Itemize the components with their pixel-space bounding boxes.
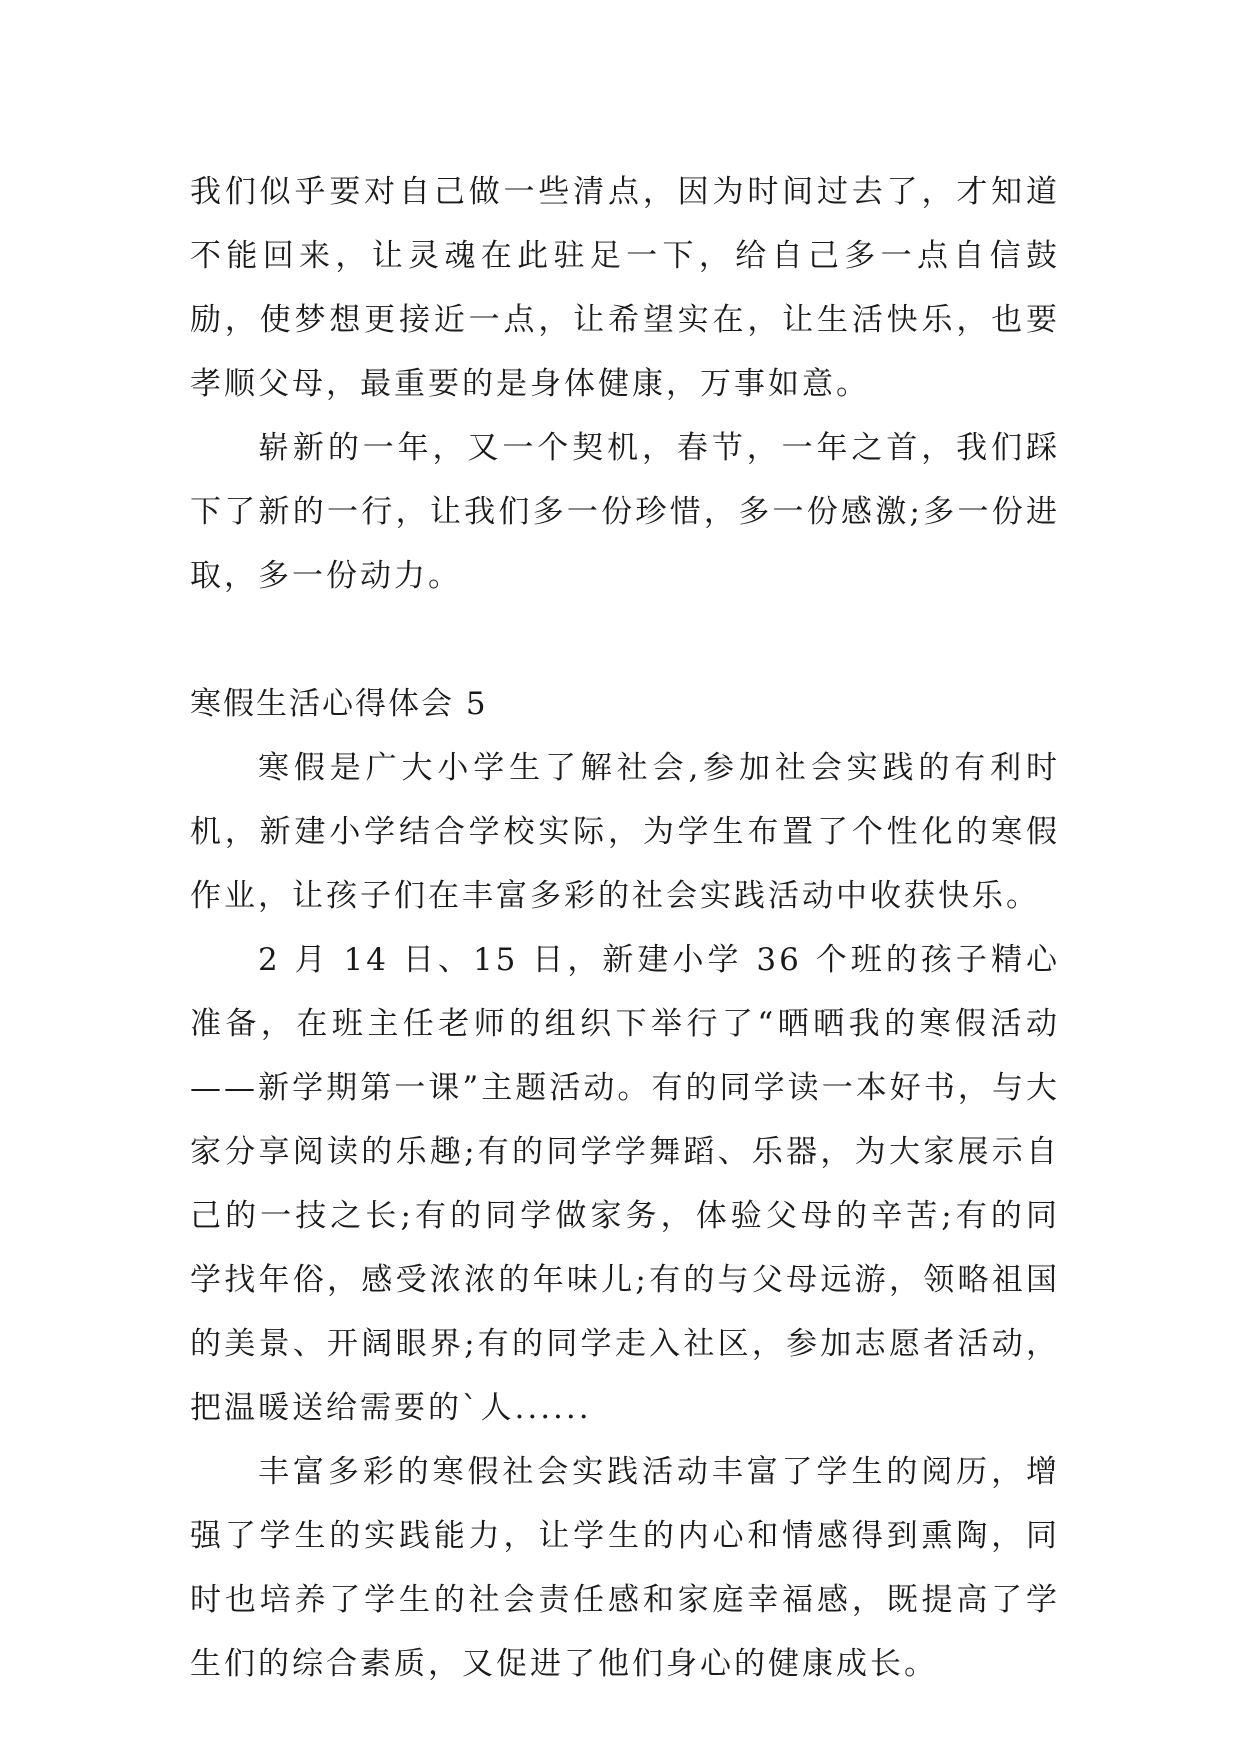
paragraph-conclusion: 丰富多彩的寒假社会实践活动丰富了学生的阅历，增强了学生的实践能力，让学生的内心和情感得到熏陶，同时也培养了学生的社会责任感和家庭幸福感，既提高了学生们的综合素质，又促进了他们身心的健康成长。 bbox=[190, 1454, 1060, 1682]
paragraph-winter-break-intro: 寒假是广大小学生了解社会,参加社会实践的有利时机，新建小学结合学校实际，为学生布置了个性化的寒假作业，让孩子们在丰富多彩的社会实践活动中收获快乐。 bbox=[190, 750, 1060, 914]
section-spacer bbox=[190, 608, 1060, 672]
paragraph-activity-report: 2 月 14 日、15 日，新建小学 36 个班的孩子精心准备，在班主任老师的组织下举行了“晒晒我的寒假活动——新学期第一课”主题活动。有的同学读一本好书，与大家分享阅读的乐趣;有的同学学舞蹈、乐器，为大家展示自己的一技之长;有的同学做家务，体验父母的辛苦;有的同学找年俗，感受浓浓的年味儿;有的与父母远游，领略祖国的美景、开阔眼界;有的同学走入社区，参加志愿者活动，把温暖送给需要的`人...... bbox=[190, 942, 1060, 1426]
paragraph-reflection: 我们似乎要对自己做一些清点，因为时间过去了，才知道不能回来，让灵魂在此驻足一下，给自己多一点自信鼓励，使梦想更接近一点，让希望实在，让生活快乐，也要孝顺父母，最重要的是身体健康，万事如意。 bbox=[190, 174, 1060, 402]
section-heading: 寒假生活心得体会 5 bbox=[190, 686, 488, 722]
paragraph-new-year: 崭新的一年，又一个契机，春节，一年之首，我们踩下了新的一行，让我们多一份珍惜，多一份感激;多一份进取，多一份动力。 bbox=[190, 430, 1060, 594]
document-body bbox=[190, 160, 1060, 1696]
